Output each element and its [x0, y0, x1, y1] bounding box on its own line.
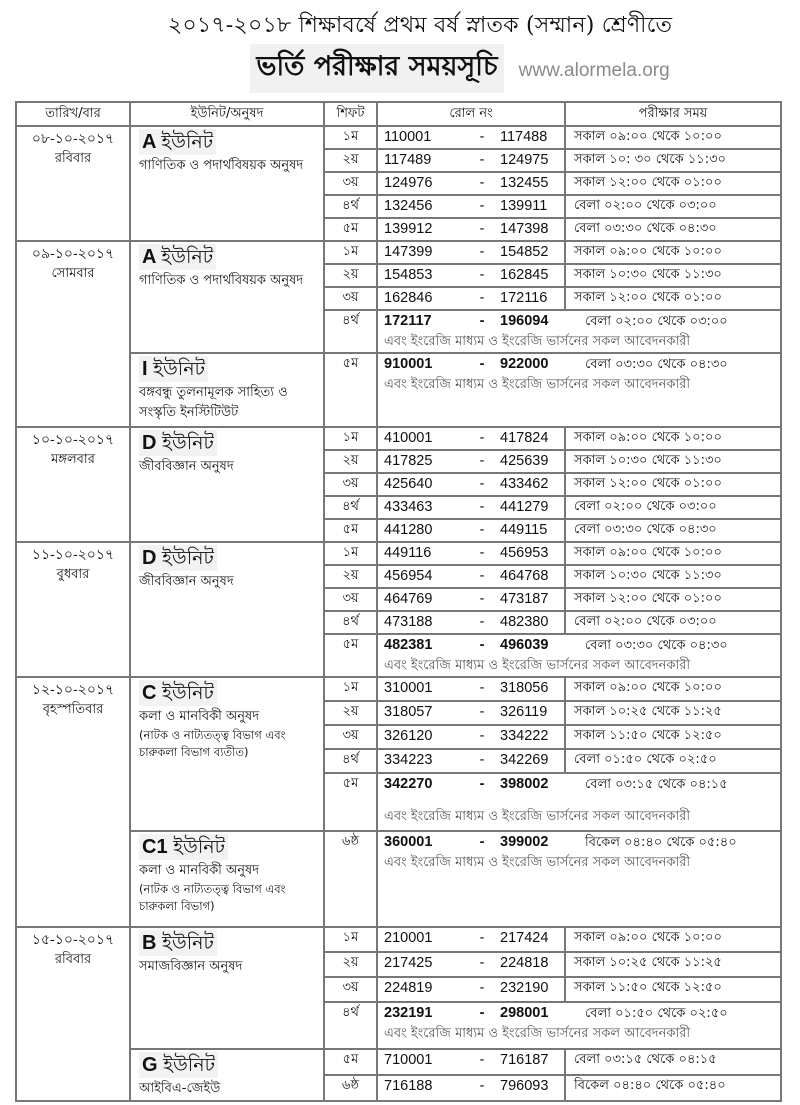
- unit-cell-inner: [139, 129, 315, 237]
- unit-name: [139, 1052, 218, 1078]
- shift-cell: ৬ষ্ঠ: [324, 1075, 377, 1101]
- exam-date: ১০-১০-২০১৭: [31, 432, 115, 448]
- roll-from: 139912: [384, 221, 433, 237]
- exam-time-cell: সকাল ০৯:০০ থেকে ১০:০০: [565, 427, 781, 450]
- exam-time-cell: সকাল ১০:২৫ থেকে ১১:২৫: [565, 701, 781, 725]
- roll-to: 147398: [500, 221, 549, 237]
- unit-cell: [130, 831, 324, 927]
- shift-cell: ১ম: [324, 677, 377, 701]
- roll-from: 473188: [384, 614, 433, 630]
- roll-from: 410001: [384, 430, 433, 446]
- roll-cell: [377, 749, 565, 773]
- table-row: [16, 831, 781, 927]
- shift-cell: ৩য়: [324, 977, 377, 1002]
- exam-time-cell: সকাল ১০:৩০ থেকে ১১:৩০: [565, 450, 781, 473]
- exam-day: রবিবার: [54, 952, 92, 967]
- roll-to: 922000: [500, 356, 549, 372]
- unit-code: I: [142, 358, 148, 380]
- exam-time: বিকেল ০৪:৪০ থেকে ০৫:৪০: [585, 835, 737, 850]
- roll-from: 342270: [384, 776, 433, 793]
- roll-from: 162846: [384, 290, 433, 306]
- column-header-unit: ইউনিট/অনুষদ: [130, 102, 324, 126]
- roll-dash: -: [479, 728, 485, 745]
- roll-dash: -: [479, 591, 485, 607]
- roll-dash: -: [479, 356, 485, 372]
- roll-to: 433462: [500, 476, 549, 492]
- table-header-row: [16, 102, 781, 126]
- exam-time-cell: সকাল ১২:০০ থেকে ০১:০০: [565, 473, 781, 496]
- roll-from: 449116: [384, 545, 432, 561]
- exam-time-cell: সকাল ১২:০০ থেকে ০১:০০: [565, 588, 781, 611]
- date-cell: [16, 677, 130, 927]
- exam-day: মঙ্গলবার: [51, 452, 95, 467]
- roll-dash: -: [479, 313, 485, 329]
- shift-cell: ২য়: [324, 264, 377, 287]
- date-cell: [16, 126, 130, 241]
- faculty-name: জীববিজ্ঞান অনুষদ: [139, 459, 234, 474]
- roll-dash: -: [479, 290, 485, 306]
- extra-applicants-note: এবং ইংরেজি মাধ্যম ও ইংরেজি ভার্সনের সকল আবেদনকারী: [384, 1026, 691, 1042]
- roll-from: 910001: [384, 356, 433, 372]
- table-row: [16, 677, 781, 701]
- exam-time-cell: সকাল ১০:৩০ থেকে ১১:৩০: [565, 264, 781, 287]
- unit-cell-inner: [139, 430, 315, 540]
- roll-time-cell: [377, 353, 781, 427]
- roll-from: 172117: [384, 313, 432, 329]
- roll-time-line: [384, 832, 780, 853]
- shift-cell: ১ম: [324, 542, 377, 565]
- roll-to: 124975: [500, 152, 549, 168]
- shift-cell: ২য়: [324, 149, 377, 172]
- roll-dash: -: [479, 568, 485, 584]
- roll-dash: -: [479, 776, 485, 793]
- roll-from: 154853: [384, 267, 433, 283]
- unit-cell: [130, 1049, 324, 1101]
- roll-time-line: [384, 635, 780, 656]
- roll-to: 224818: [500, 955, 549, 972]
- roll-cell: [377, 952, 565, 977]
- extra-applicants-note: এবং ইংরেজি মাধ্যম ও ইংরেজি ভার্সনের সকল আবেদনকারী: [384, 809, 691, 825]
- shift-cell: ৪র্থ: [324, 611, 377, 634]
- faculty-name: কলা ও মানবিকী অনুষদ: [139, 863, 260, 878]
- roll-cell: [377, 542, 565, 565]
- table-row: [16, 927, 781, 952]
- unit-name: [139, 129, 216, 155]
- faculty-name: জীববিজ্ঞান অনুষদ: [139, 574, 234, 589]
- exam-time: বেলা ০২:০০ থেকে ০৩:০০: [585, 314, 728, 329]
- exam-time-cell: সকাল ০৯:০০ থেকে ১০:০০: [565, 542, 781, 565]
- roll-to: 232190: [500, 980, 549, 997]
- roll-time-cell: [377, 310, 781, 353]
- roll-dash: -: [479, 930, 485, 946]
- unit-suffix: ইউনিট: [162, 932, 214, 954]
- roll-cell: [377, 565, 565, 588]
- unit-cell: [130, 126, 324, 241]
- exam-date: ০৯-১০-২০১৭: [31, 246, 115, 262]
- unit-name: [139, 930, 217, 956]
- faculty-note: (নাটক ও নাট্যতত্ত্ব বিভাগ এবং চারুকলা বিভাগ): [139, 882, 286, 913]
- exam-time-cell: সকাল ০৯:০০ থেকে ১০:০০: [565, 241, 781, 264]
- shift-cell: ৩য়: [324, 172, 377, 195]
- roll-cell: [377, 519, 565, 542]
- column-header-date: তারিখ/বার: [16, 102, 130, 126]
- unit-suffix: ইউনিট: [162, 432, 214, 454]
- roll-dash: -: [479, 637, 485, 653]
- roll-time-line: [384, 311, 780, 332]
- roll-dash: -: [479, 1005, 485, 1022]
- roll-dash: -: [479, 499, 485, 515]
- exam-time-cell: সকাল ০৯:০০ থেকে ১০:০০: [565, 126, 781, 149]
- roll-to: 326119: [500, 704, 548, 721]
- table-row: [16, 241, 781, 264]
- unit-cell: [130, 542, 324, 677]
- roll-cell: [377, 977, 565, 1002]
- roll-cell: [377, 287, 565, 310]
- exam-date: ১২-১০-২০১৭: [31, 682, 115, 698]
- roll-cell: [377, 218, 565, 241]
- unit-name: [139, 430, 217, 456]
- roll-to: 217424: [500, 930, 549, 946]
- roll-dash: -: [479, 522, 485, 538]
- roll-from: 464769: [384, 591, 433, 607]
- roll-to: 139911: [500, 198, 548, 214]
- roll-from: 482381: [384, 637, 433, 653]
- shift-cell: ১ম: [324, 927, 377, 952]
- unit-cell-inner: [139, 545, 315, 675]
- shift-cell: ৫ম: [324, 353, 377, 427]
- roll-cell: [377, 450, 565, 473]
- roll-to: 464768: [500, 568, 549, 584]
- roll-to: 441279: [500, 499, 549, 515]
- table-body: [16, 126, 781, 1101]
- exam-time-cell: সকাল ০৯:০০ থেকে ১০:০০: [565, 927, 781, 952]
- roll-from: 456954: [384, 568, 433, 584]
- extra-applicants-note: এবং ইংরেজি মাধ্যম ও ইংরেজি ভার্সনের সকল আবেদনকারী: [384, 855, 691, 870]
- unit-name: [139, 545, 217, 571]
- table-row: [16, 1049, 781, 1075]
- roll-dash: -: [479, 704, 485, 721]
- roll-dash: -: [479, 980, 485, 997]
- roll-dash: -: [479, 955, 485, 972]
- roll-cell: [377, 725, 565, 749]
- column-header-roll: রোল নং: [377, 102, 565, 126]
- roll-cell: [377, 473, 565, 496]
- unit-cell: [130, 427, 324, 542]
- exam-time: বেলা ০৩:৩০ থেকে ০৪:৩০: [585, 357, 728, 372]
- unit-name: [139, 244, 216, 270]
- roll-cell: [377, 677, 565, 701]
- unit-cell: [130, 353, 324, 427]
- shift-cell: ৫ম: [324, 773, 377, 831]
- shift-cell: ৫ম: [324, 519, 377, 542]
- extra-applicants-note: এবং ইংরেজি মাধ্যম ও ইংরেজি ভার্সনের সকল আবেদনকারী: [384, 377, 691, 392]
- roll-from: 318057: [384, 704, 433, 721]
- exam-time-cell: বেলা ০৩:১৫ থেকে ০৪:১৫: [565, 1049, 781, 1075]
- shift-cell: ১ম: [324, 126, 377, 149]
- roll-to: 318056: [500, 680, 549, 696]
- exam-date: ০৮-১০-২০১৭: [31, 131, 115, 147]
- unit-name: [139, 680, 217, 706]
- roll-cell: [377, 427, 565, 450]
- roll-cell: [377, 149, 565, 172]
- faculty-name: কলা ও মানবিকী অনুষদ: [139, 709, 260, 724]
- roll-cell: [377, 241, 565, 264]
- roll-time-cell: [377, 773, 781, 831]
- unit-suffix: ইউনিট: [163, 1054, 215, 1076]
- roll-time-cell: [377, 634, 781, 677]
- roll-dash: -: [479, 267, 485, 283]
- unit-suffix: ইউনিট: [162, 682, 214, 704]
- extra-applicants-note: এবং ইংরেজি মাধ্যম ও ইংরেজি ভার্সনের সকল আবেদনকারী: [384, 658, 691, 673]
- shift-cell: ৪র্থ: [324, 749, 377, 773]
- website-watermark: www.alormela.org: [518, 59, 670, 81]
- shift-cell: ১ম: [324, 427, 377, 450]
- unit-cell-inner: [139, 244, 315, 352]
- unit-cell-inner: [139, 680, 315, 830]
- roll-dash: -: [479, 198, 485, 214]
- shift-cell: ২য়: [324, 701, 377, 725]
- roll-from: 425640: [384, 476, 433, 492]
- roll-from: 326120: [384, 728, 433, 745]
- roll-from: 210001: [384, 930, 433, 946]
- shift-cell: ৪র্থ: [324, 195, 377, 218]
- unit-code: D: [142, 432, 157, 454]
- roll-dash: -: [479, 129, 485, 145]
- exam-time-cell: সকাল ১১:৫০ থেকে ১২:৫০: [565, 977, 781, 1002]
- roll-cell: [377, 126, 565, 149]
- shift-cell: ৪র্থ: [324, 310, 377, 353]
- shift-cell: ৫ম: [324, 218, 377, 241]
- shift-cell: ৪র্থ: [324, 1002, 377, 1049]
- unit-code: B: [142, 932, 157, 954]
- roll-dash: -: [479, 453, 485, 469]
- unit-cell: [130, 241, 324, 353]
- roll-to: 473187: [500, 591, 549, 607]
- unit-cell-inner: [139, 930, 315, 1048]
- exam-day: বুধবার: [56, 567, 90, 582]
- table-row: [16, 427, 781, 450]
- roll-from: 224819: [384, 980, 433, 997]
- unit-cell: [130, 677, 324, 831]
- roll-to: 399002: [500, 834, 549, 850]
- roll-to: 117488: [500, 129, 548, 145]
- shift-cell: ৪র্থ: [324, 496, 377, 519]
- page-title-line2: ভর্তি পরীক্ষার সময়সূচি: [250, 44, 503, 93]
- exam-time-cell: বেলা ০৩:৩০ থেকে ০৪:৩০: [565, 218, 781, 241]
- unit-code: A: [142, 246, 156, 268]
- unit-suffix: ইউনিট: [173, 836, 225, 858]
- roll-cell: [377, 1049, 565, 1075]
- shift-cell: ২য়: [324, 450, 377, 473]
- date-cell: [16, 241, 130, 427]
- shift-cell: ১ম: [324, 241, 377, 264]
- page-title-line1: ২০১৭-২০১৮ শিক্ষাবর্ষে প্রথম বর্ষ স্নাতক (সম্মান) শ্রেণীতে: [167, 13, 673, 38]
- exam-time-cell: বেলা ০১:৫০ থেকে ০২:৫০: [565, 749, 781, 773]
- roll-to: 796093: [500, 1078, 549, 1094]
- unit-suffix: ইউনিট: [161, 246, 214, 268]
- roll-from: 441280: [384, 522, 433, 538]
- roll-dash: -: [479, 752, 485, 769]
- shift-cell: ৩য়: [324, 287, 377, 310]
- table-row: [16, 542, 781, 565]
- exam-date: ১৫-১০-২০১৭: [31, 932, 115, 948]
- roll-from: 232191: [384, 1005, 433, 1022]
- exam-time-cell: বিকেল ০৪:৪০ থেকে ০৫:৪০: [565, 1075, 781, 1101]
- roll-to: 482380: [500, 614, 549, 630]
- table-row: [16, 353, 781, 427]
- roll-dash: -: [479, 614, 485, 630]
- exam-time: বেলা ০৩:১৫ থেকে ০৪:১৫: [585, 777, 728, 793]
- unit-code: A: [142, 131, 156, 153]
- exam-time-cell: সকাল ১০: ৩০ থেকে ১১:৩০: [565, 149, 781, 172]
- roll-to: 716187: [500, 1052, 549, 1068]
- roll-to: 196094: [500, 313, 549, 329]
- roll-from: 124976: [384, 175, 433, 191]
- exam-day: বৃহস্পতিবার: [42, 702, 104, 717]
- column-header-time: পরীক্ষার সময়: [565, 102, 781, 126]
- unit-suffix: ইউনিট: [162, 547, 214, 569]
- roll-dash: -: [479, 834, 485, 850]
- unit-code: G: [142, 1054, 158, 1076]
- roll-to: 172116: [500, 290, 548, 306]
- unit-code: C: [142, 682, 157, 704]
- faculty-name: সমাজবিজ্ঞান অনুষদ: [139, 959, 243, 974]
- roll-from: 433463: [384, 499, 433, 515]
- exam-schedule-table: [15, 101, 782, 1102]
- roll-to: 417824: [500, 430, 549, 446]
- roll-from: 132456: [384, 198, 433, 214]
- roll-cell: [377, 195, 565, 218]
- exam-date: ১১-১০-২০১৭: [31, 547, 115, 563]
- unit-cell-inner: [139, 356, 315, 426]
- exam-time: বেলা ০১:৫০ থেকে ০২:৫০: [585, 1006, 728, 1022]
- unit-code: D: [142, 547, 157, 569]
- roll-dash: -: [479, 680, 485, 696]
- roll-from: 716188: [384, 1078, 433, 1094]
- unit-suffix: ইউনিট: [153, 358, 205, 380]
- roll-from: 117489: [384, 152, 432, 168]
- shift-cell: ৩য়: [324, 588, 377, 611]
- unit-cell: [130, 927, 324, 1049]
- roll-time-cell: [377, 831, 781, 927]
- exam-day: সোমবার: [51, 266, 95, 281]
- roll-dash: -: [479, 175, 485, 191]
- roll-time-cell: [377, 1002, 781, 1049]
- roll-time-line: [384, 774, 780, 795]
- exam-time-cell: বেলা ০২:০০ থেকে ০৩:০০: [565, 611, 781, 634]
- roll-from: 310001: [384, 680, 433, 696]
- roll-to: 154852: [500, 244, 549, 260]
- faculty-name: গাণিতিক ও পদার্থবিষয়ক অনুষদ: [139, 273, 304, 288]
- exam-time-cell: সকাল ১২:০০ থেকে ০১:০০: [565, 287, 781, 310]
- roll-cell: [377, 1075, 565, 1101]
- exam-time-cell: বেলা ০২:০০ থেকে ০৩:০০: [565, 195, 781, 218]
- roll-from: 217425: [384, 955, 433, 972]
- roll-dash: -: [479, 152, 485, 168]
- roll-dash: -: [479, 244, 485, 260]
- exam-time-cell: বেলা ০৩:৩০ থেকে ০৪:৩০: [565, 519, 781, 542]
- unit-suffix: ইউনিট: [161, 131, 214, 153]
- roll-dash: -: [479, 476, 485, 492]
- roll-to: 298001: [500, 1005, 549, 1022]
- exam-time-cell: সকাল ১২:০০ থেকে ০১:০০: [565, 172, 781, 195]
- roll-cell: [377, 611, 565, 634]
- extra-applicants-note: এবং ইংরেজি মাধ্যম ও ইংরেজি ভার্সনের সকল আবেদনকারী: [384, 334, 691, 349]
- roll-to: 342269: [500, 752, 549, 769]
- roll-from: 417825: [384, 453, 433, 469]
- table-row: [16, 126, 781, 149]
- shift-cell: ২য়: [324, 952, 377, 977]
- exam-time-cell: সকাল ১০:২৫ থেকে ১১:২৫: [565, 952, 781, 977]
- exam-time-cell: সকাল ১০:৩০ থেকে ১১:৩০: [565, 565, 781, 588]
- roll-cell: [377, 496, 565, 519]
- date-cell: [16, 542, 130, 677]
- shift-cell: ৩য়: [324, 725, 377, 749]
- shift-cell: ৬ষ্ঠ: [324, 831, 377, 927]
- roll-from: 360001: [384, 834, 433, 850]
- roll-to: 496039: [500, 637, 549, 653]
- shift-cell: ৩য়: [324, 473, 377, 496]
- exam-time-cell: বেলা ০২:০০ থেকে ০৩:০০: [565, 496, 781, 519]
- roll-from: 110001: [384, 129, 432, 145]
- column-header-shift: শিফট: [324, 102, 377, 126]
- page-title-line2-wrap: [0, 44, 800, 93]
- roll-to: 162845: [500, 267, 549, 283]
- shift-cell: ৫ম: [324, 1049, 377, 1075]
- roll-to: 449115: [500, 522, 548, 538]
- roll-from: 710001: [384, 1052, 433, 1068]
- faculty-name: আইবিএ-জেইউ: [139, 1081, 221, 1096]
- exam-day: রবিবার: [54, 151, 92, 166]
- roll-dash: -: [479, 545, 485, 561]
- roll-dash: -: [479, 1078, 485, 1094]
- shift-cell: ৫ম: [324, 634, 377, 677]
- roll-cell: [377, 701, 565, 725]
- roll-time-line: [384, 354, 780, 375]
- roll-from: 147399: [384, 244, 433, 260]
- unit-cell-inner: [139, 1052, 315, 1100]
- unit-code: C1: [142, 836, 168, 858]
- unit-cell-inner: [139, 834, 315, 926]
- roll-cell: [377, 927, 565, 952]
- roll-to: 398002: [500, 776, 549, 793]
- faculty-name: গাণিতিক ও পদার্থবিষয়ক অনুষদ: [139, 158, 304, 173]
- exam-time-cell: সকাল ০৯:০০ থেকে ১০:০০: [565, 677, 781, 701]
- roll-from: 334223: [384, 752, 433, 769]
- exam-time-cell: সকাল ১১:৫০ থেকে ১২:৫০: [565, 725, 781, 749]
- roll-cell: [377, 264, 565, 287]
- roll-cell: [377, 588, 565, 611]
- unit-name: [139, 356, 208, 382]
- roll-to: 456953: [500, 545, 549, 561]
- roll-dash: -: [479, 221, 485, 237]
- unit-name: [139, 834, 228, 860]
- roll-time-line: [384, 1003, 780, 1024]
- faculty-note: (নাটক ও নাট্যতত্ত্ব বিভাগ এবং চারুকলা বিভাগ ব্যতীত): [139, 728, 286, 759]
- faculty-name: বঙ্গবন্ধু তুলনামূলক সাহিত্য ও সংস্কৃতি ইনস্টিটিউট: [139, 385, 288, 420]
- roll-dash: -: [479, 430, 485, 446]
- roll-dash: -: [479, 1052, 485, 1068]
- roll-cell: [377, 172, 565, 195]
- exam-time: বেলা ০৩:৩০ থেকে ০৪:৩০: [585, 638, 728, 653]
- shift-cell: ২য়: [324, 565, 377, 588]
- date-cell: [16, 427, 130, 542]
- roll-to: 425639: [500, 453, 549, 469]
- roll-to: 334222: [500, 728, 549, 745]
- roll-to: 132455: [500, 175, 549, 191]
- date-cell: [16, 927, 130, 1101]
